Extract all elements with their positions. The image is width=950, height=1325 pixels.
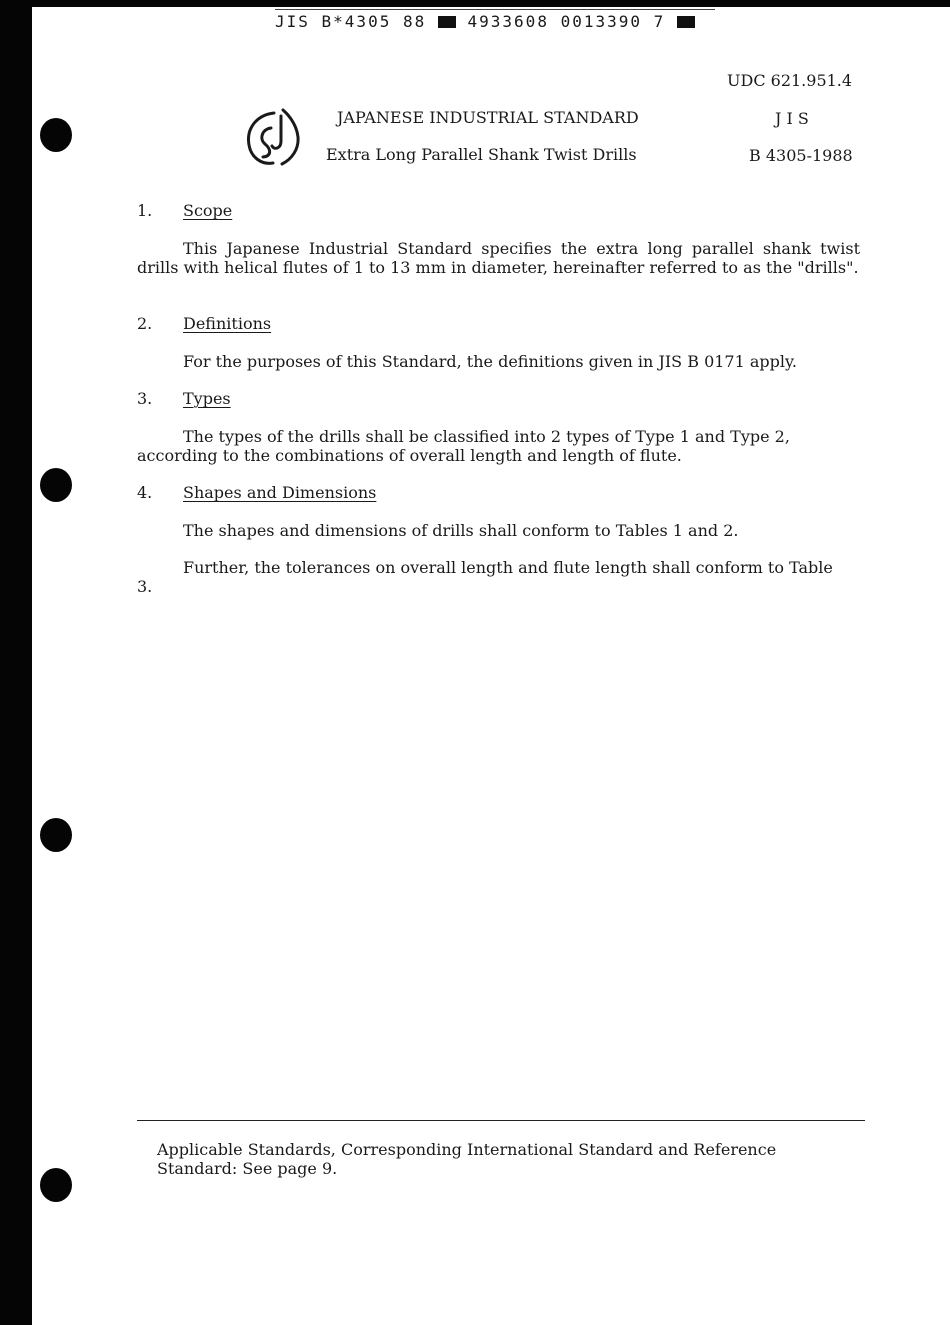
punch-hole-icon bbox=[40, 468, 72, 502]
footnote-rule bbox=[137, 1120, 865, 1121]
jis-label: J I S bbox=[775, 109, 809, 128]
punch-hole-icon bbox=[40, 1168, 72, 1202]
organization-name: JAPANESE INDUSTRIAL STANDARD bbox=[337, 108, 639, 127]
section-number: 3. bbox=[137, 389, 153, 408]
section-heading-types: Types bbox=[183, 389, 231, 408]
code-block-icon bbox=[438, 16, 456, 28]
definitions-paragraph: For the purposes of this Standard, the definitions given in JIS B 0171 apply. bbox=[183, 352, 798, 371]
catalog-code bbox=[275, 12, 695, 31]
punch-hole-icon bbox=[40, 818, 72, 852]
punch-hole-icon bbox=[40, 118, 72, 152]
section-number: 1. bbox=[137, 201, 153, 220]
section-heading-shapes: Shapes and Dimensions bbox=[183, 483, 377, 502]
types-paragraph: The types of the drills shall be classified into 2 types of Type 1 and Type 2, according to the combinations of overall length and length of flute. bbox=[137, 427, 790, 465]
standard-title: Extra Long Parallel Shank Twist Drills bbox=[326, 145, 637, 164]
standard-number: B 4305-1988 bbox=[749, 146, 853, 165]
catalog-code-part2: 4933608 0013390 7 bbox=[467, 12, 666, 31]
top-thin-rule bbox=[275, 9, 715, 10]
jis-mark-icon bbox=[243, 103, 309, 169]
section-number: 2. bbox=[137, 314, 153, 333]
scan-top-edge bbox=[32, 0, 950, 7]
shapes-paragraph-2: Further, the tolerances on overall length and flute length shall conform to Table 3. bbox=[137, 558, 833, 596]
scope-paragraph: This Japanese Industrial Standard specifies the extra long parallel shank twist drills with helical flutes of 1 to 13 mm in diameter, hereinafter referred to as the "drills". bbox=[137, 239, 860, 277]
section-number: 4. bbox=[137, 483, 153, 502]
footnote: Applicable Standards, Corresponding International Standard and Reference Standard: See page 9. bbox=[157, 1140, 777, 1178]
catalog-code-part1: JIS B*4305 88 bbox=[275, 12, 427, 31]
shapes-paragraph-1: The shapes and dimensions of drills shall conform to Tables 1 and 2. bbox=[183, 521, 739, 540]
section-heading-definitions: Definitions bbox=[183, 314, 272, 333]
code-block-icon bbox=[677, 16, 695, 28]
section-heading-scope: Scope bbox=[183, 201, 233, 220]
udc-code: UDC 621.951.4 bbox=[727, 71, 853, 90]
scan-left-edge bbox=[0, 0, 32, 1325]
